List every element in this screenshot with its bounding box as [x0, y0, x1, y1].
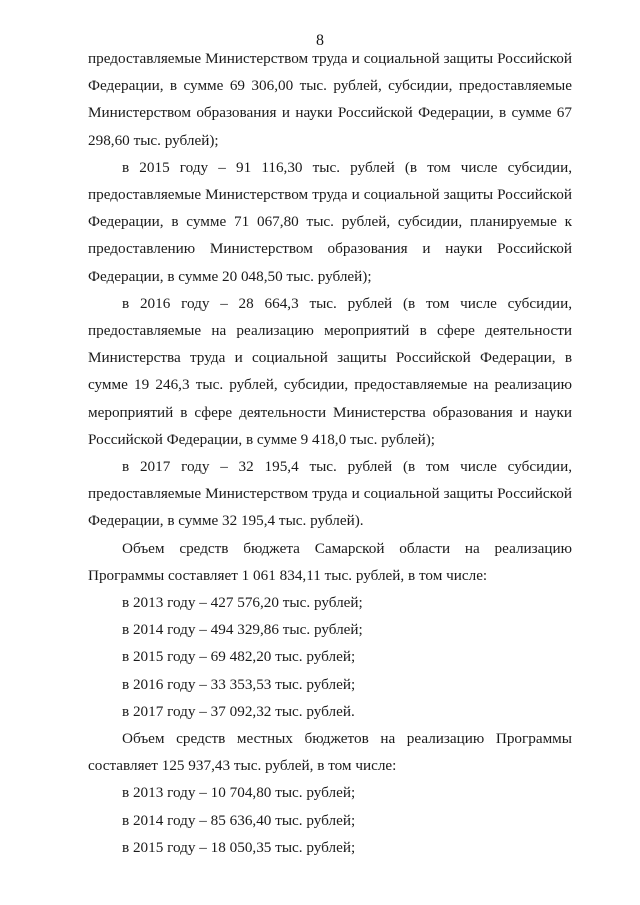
- document-body: [88, 45, 572, 861]
- list-item-regional-2017: в 2017 году – 37 092,32 тыс. рублей.: [122, 702, 355, 720]
- list-item-local-2013: в 2013 году – 10 704,80 тыс. рублей;: [122, 784, 356, 802]
- paragraph-local-budget: Объем средств местных бюджетов на реализацию Программы составляет 125 937,43 тыс. рублей, в том числе:: [88, 730, 572, 775]
- paragraph-2017: в 2017 году – 32 195,4 тыс. рублей (в том числе субсидии, предоставляемые Министерством труда и социальной защиты Российской Федерации, в сумме 32 195,4 тыс. рублей).: [88, 458, 572, 530]
- list-item-local-2014: в 2014 году – 85 636,40 тыс. рублей;: [122, 811, 356, 829]
- list-item-regional-2013: в 2013 году – 427 576,20 тыс. рублей;: [122, 594, 363, 612]
- list-item-regional-2015: в 2015 году – 69 482,20 тыс. рублей;: [122, 648, 356, 666]
- list-item-local-2015: в 2015 году – 18 050,35 тыс. рублей;: [122, 838, 356, 856]
- list-item-regional-2016: в 2016 году – 33 353,53 тыс. рублей;: [122, 675, 356, 693]
- paragraph-continuation: предоставляемые Министерством труда и социальной защиты Российской Федерации, в сумме 69 306,00 тыс. рублей, субсидии, предоставляемые Министерством образования и науки Российской Федерации, в сумме 67 298,60 тыс. рублей);: [88, 50, 572, 149]
- paragraph-regional-budget: Объем средств бюджета Самарской области на реализацию Программы составляет 1 061 834,11 тыс. рублей, в том числе:: [88, 539, 572, 584]
- page-number: 8: [316, 32, 324, 49]
- list-item-regional-2014: в 2014 году – 494 329,86 тыс. рублей;: [122, 621, 363, 639]
- paragraph-2015: в 2015 году – 91 116,30 тыс. рублей (в том числе субсидии, предоставляемые Министерством труда и социальной защиты Российской Федерации, в сумме 71 067,80 тыс. рублей, субсидии, планируемые к предоставлению Министерством образования и науки Российской Федерации, в сумме 20 048,50 тыс. рублей);: [88, 158, 572, 285]
- paragraph-2016: в 2016 году – 28 664,3 тыс. рублей (в том числе субсидии, предоставляемые на реализацию мероприятий в сфере деятельности Министерства труда и социальной защиты Российской Федерации, в сумме 19 246,3 тыс. рублей, субсидии, предоставляемые на реализацию мероприятий в сфере деятельности Министерства образования и науки Российской Федерации, в сумме 9 418,0 тыс. рублей);: [88, 294, 572, 448]
